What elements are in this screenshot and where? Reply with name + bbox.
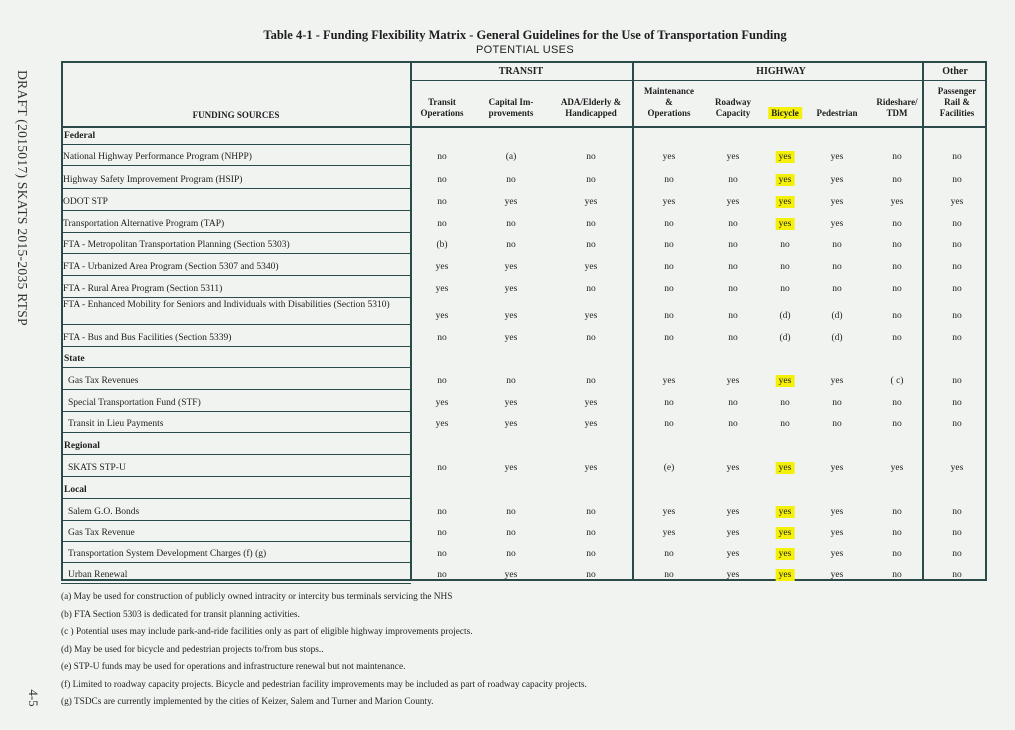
row-label: Transportation System Development Charges (f) (g): [68, 549, 267, 559]
column-divider: [632, 61, 634, 581]
matrix-cell: yes: [830, 197, 844, 207]
matrix-cell: no: [728, 333, 738, 343]
matrix-cell: yes: [950, 197, 964, 207]
row-label: SKATS STP-U: [68, 463, 126, 473]
matrix-cell: yes: [890, 463, 904, 473]
matrix-cell: no: [586, 175, 596, 185]
matrix-cell: yes: [726, 463, 740, 473]
side-running-header: DRAFT (2015017) SKATS 2015-2035 RTSP: [15, 70, 30, 326]
matrix-cell: yes: [776, 570, 795, 580]
matrix-cell: no: [506, 507, 516, 517]
matrix-cell: no: [892, 262, 902, 272]
matrix-cell: no: [437, 152, 447, 162]
row-label: Gas Tax Revenue: [68, 528, 135, 538]
matrix-cell: no: [892, 284, 902, 294]
row-label: FTA - Enhanced Mobility for Seniors and Individuals with Disabilities (Section 5310): [63, 300, 390, 310]
funding-sources-header: FUNDING SOURCES: [192, 110, 280, 120]
matrix-cell: yes: [726, 376, 740, 386]
matrix-cell: no: [892, 570, 902, 580]
matrix-cell: no: [664, 311, 674, 321]
matrix-cell: no: [506, 376, 516, 386]
matrix-cell: no: [664, 219, 674, 229]
row-label: Urban Renewal: [68, 570, 128, 580]
matrix-cell: no: [437, 507, 447, 517]
matrix-cell: (e): [663, 463, 675, 473]
footnote: (g) TSDCs are currently implemented by the cities of Keizer, Salem and Turner and Marion County.: [61, 697, 434, 707]
group-header-transit: TRANSIT: [498, 66, 544, 77]
matrix-cell: yes: [776, 197, 795, 207]
matrix-cell: no: [728, 398, 738, 408]
row-label: Transit in Lieu Payments: [68, 419, 164, 429]
matrix-cell: no: [506, 240, 516, 250]
matrix-cell: no: [664, 284, 674, 294]
matrix-cell: no: [586, 333, 596, 343]
matrix-cell: no: [952, 376, 962, 386]
matrix-cell: no: [952, 240, 962, 250]
column-header: Maintenance & Operations: [644, 86, 694, 118]
matrix-cell: no: [437, 197, 447, 207]
matrix-cell: yes: [830, 570, 844, 580]
matrix-cell: yes: [950, 463, 964, 473]
column-divider: [922, 61, 924, 581]
matrix-cell: yes: [504, 570, 518, 580]
matrix-cell: no: [952, 398, 962, 408]
group-header-rule: [410, 80, 987, 81]
matrix-cell: no: [952, 570, 962, 580]
matrix-cell: yes: [776, 507, 795, 517]
matrix-cell: yes: [726, 549, 740, 559]
section-rule: [61, 144, 411, 145]
row-rule: [61, 562, 411, 563]
matrix-cell: yes: [726, 197, 740, 207]
matrix-cell: yes: [830, 175, 844, 185]
row-label: ODOT STP: [63, 197, 108, 207]
row-rule: [61, 324, 411, 325]
header-bottom-rule: [61, 126, 987, 128]
matrix-cell: (b): [436, 240, 448, 250]
matrix-cell: no: [780, 398, 790, 408]
footnote: (a) May be used for construction of publicly owned intracity or intercity bus terminals servicing the NHS: [61, 592, 453, 602]
matrix-cell: no: [892, 528, 902, 538]
matrix-cell: no: [952, 311, 962, 321]
matrix-cell: no: [586, 376, 596, 386]
row-rule: [61, 411, 411, 412]
matrix-cell: no: [586, 219, 596, 229]
page-number: 4-5: [26, 689, 41, 707]
matrix-cell: no: [664, 570, 674, 580]
section-rule: [61, 498, 411, 499]
matrix-cell: yes: [830, 463, 844, 473]
row-rule: [61, 432, 411, 433]
matrix-cell: yes: [584, 197, 598, 207]
matrix-cell: (d): [779, 333, 791, 343]
row-rule: [61, 210, 411, 211]
column-header: Rideshare/ TDM: [876, 97, 918, 118]
matrix-cell: no: [780, 240, 790, 250]
matrix-cell: no: [586, 284, 596, 294]
matrix-cell: yes: [726, 570, 740, 580]
matrix-cell: no: [586, 152, 596, 162]
matrix-cell: yes: [776, 152, 795, 162]
matrix-cell: yes: [584, 463, 598, 473]
table-title: Table 4-1 - Funding Flexibility Matrix - General Guidelines for the Use of Transportation Funding: [263, 28, 787, 42]
matrix-cell: yes: [504, 333, 518, 343]
row-label: Transportation Alternative Program (TAP): [63, 219, 225, 229]
section-label: Federal: [64, 131, 96, 141]
matrix-cell: no: [437, 376, 447, 386]
column-header: Roadway Capacity: [714, 97, 752, 118]
row-rule: [61, 297, 411, 298]
matrix-cell: no: [892, 152, 902, 162]
matrix-cell: yes: [504, 419, 518, 429]
row-label: FTA - Metropolitan Transportation Planning (Section 5303): [63, 240, 290, 250]
column-header: Capital Im- provements: [488, 97, 534, 118]
matrix-cell: no: [437, 219, 447, 229]
matrix-cell: (d): [831, 333, 843, 343]
matrix-cell: no: [780, 262, 790, 272]
row-label: Salem G.O. Bonds: [68, 507, 140, 517]
matrix-cell: no: [664, 240, 674, 250]
row-label: FTA - Urbanized Area Program (Section 5307 and 5340): [63, 262, 279, 272]
matrix-cell: yes: [830, 528, 844, 538]
row-rule: [61, 520, 411, 521]
footnote: (b) FTA Section 5303 is dedicated for transit planning activities.: [61, 609, 300, 620]
matrix-cell: no: [506, 528, 516, 538]
row-rule: [61, 253, 411, 254]
matrix-cell: yes: [504, 284, 518, 294]
matrix-cell: yes: [662, 197, 676, 207]
row-rule: [61, 583, 411, 584]
row-rule: [61, 165, 411, 166]
row-rule: [61, 232, 411, 233]
column-header: Transit Operations: [420, 97, 464, 118]
row-rule: [61, 346, 411, 347]
matrix-cell: no: [728, 419, 738, 429]
matrix-cell: no: [892, 311, 902, 321]
matrix-cell: no: [952, 549, 962, 559]
matrix-cell: no: [952, 419, 962, 429]
matrix-cell: yes: [584, 311, 598, 321]
matrix-cell: no: [437, 333, 447, 343]
row-label: Special Transportation Fund (STF): [68, 398, 201, 408]
matrix-cell: no: [728, 311, 738, 321]
row-rule: [61, 188, 411, 189]
matrix-cell: no: [437, 549, 447, 559]
matrix-cell: no: [664, 333, 674, 343]
matrix-cell: yes: [776, 175, 795, 185]
section-label: State: [64, 354, 85, 364]
row-rule: [61, 541, 411, 542]
group-header-other: Other: [942, 66, 968, 77]
matrix-cell: no: [832, 262, 842, 272]
matrix-cell: yes: [776, 528, 795, 538]
matrix-cell: ( c): [890, 376, 904, 386]
matrix-cell: (d): [779, 311, 791, 321]
footnote: (f) Limited to roadway capacity projects. Bicycle and pedestrian facility improvements may be included as part of roadway capacity projects.: [61, 679, 587, 690]
footnote: (e) STP-U funds may be used for operations and infrastructure renewal but not maintenance.: [61, 662, 406, 672]
matrix-cell: yes: [584, 419, 598, 429]
matrix-cell: yes: [830, 549, 844, 559]
matrix-cell: yes: [726, 528, 740, 538]
matrix-cell: no: [586, 570, 596, 580]
column-header: Pedestrian: [816, 108, 858, 118]
matrix-cell: yes: [435, 398, 449, 408]
matrix-cell: no: [780, 284, 790, 294]
matrix-cell: no: [728, 262, 738, 272]
matrix-cell: no: [892, 175, 902, 185]
column-divider: [410, 61, 412, 581]
row-label: Highway Safety Improvement Program (HSIP): [63, 175, 243, 185]
matrix-cell: no: [892, 240, 902, 250]
column-header: Passenger Rail & Facilities: [937, 86, 977, 118]
matrix-cell: yes: [830, 152, 844, 162]
matrix-cell: yes: [504, 197, 518, 207]
matrix-cell: yes: [435, 311, 449, 321]
matrix-cell: no: [586, 528, 596, 538]
matrix-cell: no: [437, 528, 447, 538]
matrix-cell: no: [664, 549, 674, 559]
row-label: Gas Tax Revenues: [68, 376, 139, 386]
row-label: FTA - Bus and Bus Facilities (Section 5339): [63, 333, 232, 343]
matrix-cell: yes: [435, 262, 449, 272]
matrix-cell: no: [586, 507, 596, 517]
matrix-cell: no: [728, 175, 738, 185]
matrix-cell: no: [832, 284, 842, 294]
section-rule: [61, 454, 411, 455]
matrix-cell: no: [832, 419, 842, 429]
matrix-cell: yes: [726, 152, 740, 162]
matrix-cell: yes: [662, 528, 676, 538]
matrix-cell: yes: [830, 507, 844, 517]
matrix-cell: no: [952, 152, 962, 162]
footnote: (d) May be used for bicycle and pedestrian projects to/from bus stops..: [61, 644, 324, 655]
matrix-cell: no: [664, 419, 674, 429]
group-header-highway: HIGHWAY: [756, 66, 806, 77]
matrix-cell: yes: [662, 507, 676, 517]
matrix-cell: no: [506, 549, 516, 559]
matrix-cell: yes: [776, 549, 795, 559]
matrix-cell: no: [664, 398, 674, 408]
matrix-cell: yes: [504, 311, 518, 321]
table-subtitle: POTENTIAL USES: [476, 44, 574, 56]
matrix-cell: yes: [662, 376, 676, 386]
matrix-cell: no: [664, 262, 674, 272]
matrix-cell: no: [952, 333, 962, 343]
matrix-cell: yes: [435, 419, 449, 429]
matrix-cell: no: [952, 175, 962, 185]
matrix-cell: no: [437, 570, 447, 580]
matrix-cell: no: [952, 528, 962, 538]
row-rule: [61, 275, 411, 276]
matrix-cell: yes: [890, 197, 904, 207]
matrix-cell: no: [952, 219, 962, 229]
matrix-cell: yes: [662, 152, 676, 162]
matrix-cell: no: [437, 175, 447, 185]
matrix-cell: no: [664, 175, 674, 185]
matrix-cell: no: [952, 507, 962, 517]
matrix-cell: no: [728, 240, 738, 250]
funding-matrix-table: [61, 61, 987, 581]
matrix-cell: yes: [584, 398, 598, 408]
matrix-cell: no: [780, 419, 790, 429]
matrix-cell: no: [952, 262, 962, 272]
matrix-cell: (a): [505, 152, 517, 162]
matrix-cell: no: [892, 507, 902, 517]
matrix-cell: yes: [776, 219, 795, 229]
column-header: Bicycle: [768, 86, 802, 119]
matrix-cell: no: [892, 419, 902, 429]
row-label: National Highway Performance Program (NHPP): [63, 152, 252, 162]
matrix-cell: no: [586, 240, 596, 250]
section-label: Local: [64, 485, 87, 495]
section-rule: [61, 367, 411, 368]
column-header: ADA/Elderly & Handicapped: [560, 97, 622, 118]
matrix-cell: no: [892, 333, 902, 343]
matrix-cell: yes: [830, 219, 844, 229]
matrix-cell: no: [506, 219, 516, 229]
footnote: (c ) Potential uses may include park-and-ride facilities only as part of eligible highway improvements projects.: [61, 627, 473, 637]
section-label: Regional: [64, 441, 100, 451]
matrix-cell: yes: [584, 262, 598, 272]
matrix-cell: no: [892, 219, 902, 229]
matrix-cell: no: [892, 549, 902, 559]
matrix-cell: no: [832, 398, 842, 408]
matrix-cell: yes: [776, 463, 795, 473]
matrix-cell: no: [832, 240, 842, 250]
matrix-cell: no: [728, 284, 738, 294]
matrix-cell: yes: [726, 507, 740, 517]
row-label: FTA - Rural Area Program (Section 5311): [63, 284, 223, 294]
matrix-cell: yes: [435, 284, 449, 294]
matrix-cell: no: [952, 284, 962, 294]
matrix-cell: no: [892, 398, 902, 408]
matrix-cell: no: [506, 175, 516, 185]
matrix-cell: no: [437, 463, 447, 473]
matrix-cell: yes: [776, 376, 795, 386]
matrix-cell: (d): [831, 311, 843, 321]
matrix-cell: yes: [504, 262, 518, 272]
row-rule: [61, 476, 411, 477]
matrix-cell: no: [586, 549, 596, 559]
row-rule: [61, 389, 411, 390]
matrix-cell: yes: [504, 463, 518, 473]
matrix-cell: yes: [504, 398, 518, 408]
matrix-cell: no: [728, 219, 738, 229]
matrix-cell: yes: [830, 376, 844, 386]
